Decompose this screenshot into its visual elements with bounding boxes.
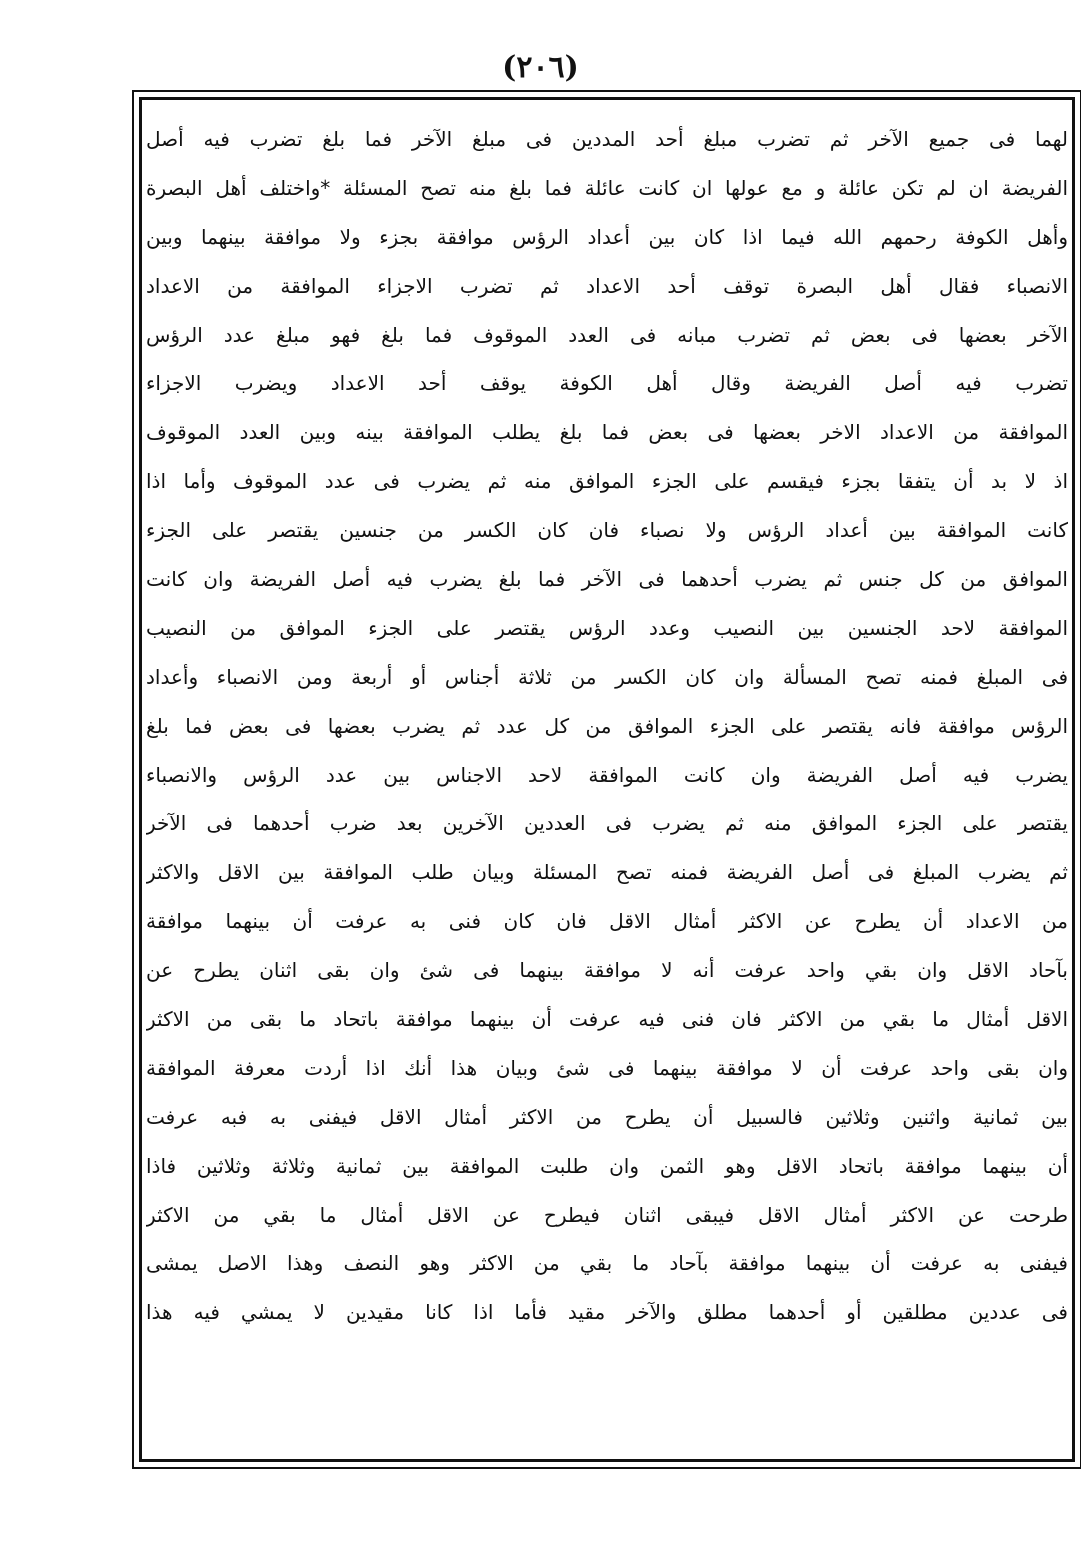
text-line: فى المبلغ فمنه تصح المسألة وان كان الكسر من ثلاثة أجناس أو أربعة ومن الانصباء وأعداد — [146, 664, 1068, 689]
text-line: فيفنى به عرفت أن بينهما موافقة بآحاد ما بقي من الاكثر وهو النصف وهذا الاصل يمشى — [146, 1251, 1068, 1276]
text-line: الموافق من كل جنس ثم يضرب أحدهما فى الآخر فما بلغ يضرب فيه أصل الفريضة وان كانت — [146, 567, 1068, 592]
text-line: ثم يضرب المبلغ فى أصل الفريضة فمنه تصح المسئلة وبيان طلب الموافقة بين الاقل والاكثر — [146, 860, 1068, 885]
text-line: بين ثمانية واثنين وثلاثين فالسبيل أن يطرح من الاكثر أمثال الاقل فيفنى به فبه عرفت — [146, 1104, 1068, 1129]
text-line: الموافقة من الاعداد الاخر بعضها فى بعض فما بلغ يطلب الموافقة بينه وبين العدد الموقوف — [146, 420, 1068, 445]
text-line: الرؤس موافقة فانه يقتصر على الجزء الموافق من كل عدد ثم يضرب بعضها فى بعض فما بلغ — [146, 713, 1068, 738]
text-line: يضرب فيه أصل الفريضة وان كانت الموافقة لاحد الاجناس بين عدد الرؤس والانصباء — [146, 762, 1068, 787]
text-line: الفريضة ان لم تكن عائلة و مع عولها ان كانت عائلة فما بلغ منه تصح المسئلة *واختلف أهل البصرة — [146, 175, 1068, 200]
text-line: بآحاد الاقل وان بقي واحد عرفت أنه لا موافقة بينهما فى شئ وان بقى اثنان يطرح عن — [146, 958, 1068, 983]
text-line: وأهل الكوفة رحمهم الله فيما اذا كان بين أعداد الرؤس موافقة بجزء ولا موافقة بينهما وبين — [146, 224, 1068, 249]
text-line: طرحت عن الاكثر أمثال الاقل فيبقى اثنان فيطرح عن الاقل أمثال ما بقي من الاكثر — [146, 1202, 1068, 1227]
text-line: فى عددين مطلقين أو أحدهما مطلق والآخر مقيد فأما اذا كانا مقيدين لا يمشي فيه هذا — [146, 1300, 1068, 1325]
text-line: الاقل أمثال ما بقي من الاكثر فان فنى فيه عرفت أن بينهما موافقة باتحاد ما بقى من الاكثر — [146, 1007, 1068, 1032]
text-line: لهما فى جميع الآخر ثم تضرب مبلغ أحد المددين فى مبلغ الآخر فما بلغ تضرب فيه أصل — [146, 127, 1068, 151]
text-line: الآخر بعضها فى بعض ثم تضرب مبانه فى العدد الموقوف فما بلغ فهو مبلغ عدد الرؤس — [146, 322, 1068, 347]
text-line: أن بينهما موافقة باتحاد الاقل وهو الثمن وان طلبت الموافقة بين ثمانية وثلاثة وثلاثين فاذا — [146, 1153, 1068, 1178]
text-line: الانصباء فقال أهل البصرة توقف أحد الاعداد ثم تضرب الاجزاء الموافقة من الاعداد — [146, 273, 1068, 298]
text-line: من الاعداد أن يطرح عن الاكثر أمثال الاقل فان كان فنى به عرفت أن بينهما موافقة — [146, 909, 1068, 934]
text-line: يقتصر على الجزء الموافق منه ثم يضرب فى العددين الآخرين بعد ضرب أحدهما فى الآخر — [146, 811, 1068, 836]
text-line: وان بقى واحد عرفت أن لا موافقة بينهما فى شئ وبيان هذا أنك اذا أردت معرفة الموافقة — [146, 1055, 1068, 1080]
text-line: الموافقة لاحد الجنسين بين النصيب وعدد الرؤس يقتصر على الجزء الموافق من النصيب — [146, 615, 1068, 640]
text-line: كانت الموافقة بين أعداد الرؤس ولا نصباء فان كان الكسر من جنسين يقتصر على الجزء — [146, 518, 1068, 543]
text-line: اذ لا بد أن يتفقا بجزء فيقسم على الجزء الموافق منه ثم يضرب فى عدد الموقوف وأما اذا — [146, 469, 1068, 494]
page-number: (٢٠٦) — [502, 50, 579, 85]
text-line: تضرب فيه أصل الفريضة وقال أهل الكوفة يوقف أحد الاعداد ويضرب الاجزاء — [146, 371, 1068, 396]
body-text — [146, 115, 1068, 1337]
